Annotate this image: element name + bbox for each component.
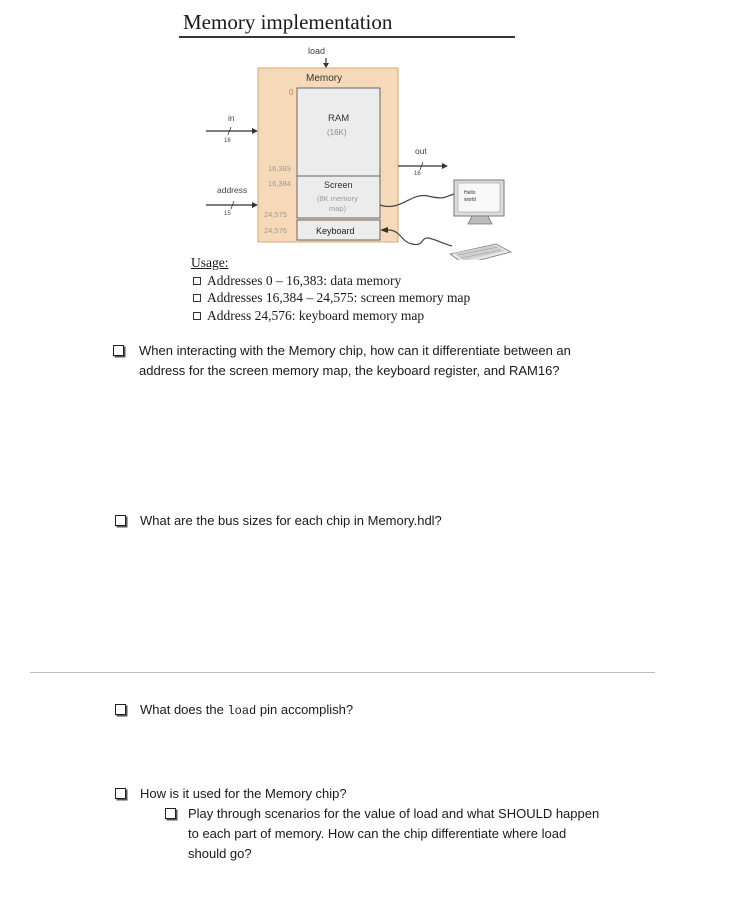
address-16383-label: 16,383 bbox=[268, 164, 291, 173]
load-code: load bbox=[227, 704, 257, 718]
address-24575-label: 24,575 bbox=[264, 210, 287, 219]
question-1: When interacting with the Memory chip, how can it differentiate between an address for the screen memory map, the keyboard register, and RAM16? bbox=[139, 343, 571, 378]
bullet-icon bbox=[193, 277, 201, 285]
address-label: address bbox=[217, 185, 248, 195]
address-width-label: 15 bbox=[224, 211, 231, 217]
ram-size-label: (16K) bbox=[327, 128, 347, 137]
in-label: in bbox=[228, 113, 235, 123]
memory-diagram bbox=[196, 42, 518, 260]
address-16384-label: 16,384 bbox=[268, 179, 291, 188]
monitor-stand bbox=[468, 216, 492, 224]
usage-block bbox=[191, 254, 470, 324]
checkbox-q5[interactable] bbox=[165, 808, 176, 819]
address-zero-label: 0 bbox=[289, 88, 294, 97]
question-2: What are the bus sizes for each chip in Memory.hdl? bbox=[140, 513, 442, 528]
in-width-label: 16 bbox=[224, 138, 231, 144]
question-3: What does the load pin accomplish? bbox=[140, 702, 354, 718]
usage-item: Addresses 0 – 16,383: data memory bbox=[191, 272, 470, 290]
screen-sub-label-2: map) bbox=[329, 204, 347, 213]
checkbox-q2[interactable] bbox=[115, 515, 126, 526]
checkbox-q4[interactable] bbox=[115, 788, 126, 799]
title-divider bbox=[179, 36, 515, 38]
checkbox-q3[interactable] bbox=[115, 704, 126, 715]
question-4: How is it used for the Memory chip? bbox=[140, 786, 347, 801]
memory-label: Memory bbox=[306, 73, 343, 84]
monitor-text-2: world bbox=[464, 197, 476, 203]
horizontal-divider bbox=[30, 672, 655, 673]
screen-sub-label-1: (8K memory bbox=[317, 194, 358, 203]
monitor-text-1: Hello bbox=[464, 190, 476, 196]
usage-heading: Usage: bbox=[191, 255, 229, 270]
bullet-icon bbox=[193, 294, 201, 302]
load-label: load bbox=[308, 46, 326, 56]
keyboard-label: Keyboard bbox=[316, 226, 355, 236]
bullet-icon bbox=[193, 312, 201, 320]
out-width-label: 16 bbox=[414, 171, 421, 177]
checkbox-q1[interactable] bbox=[113, 345, 124, 356]
ram-label: RAM bbox=[328, 113, 350, 124]
out-label: out bbox=[415, 146, 427, 156]
address-24576-label: 24,576 bbox=[264, 226, 287, 235]
question-5: Play through scenarios for the value of load and what SHOULD happen to each part of memory. How can the chip differentiate where load should go? bbox=[188, 806, 600, 861]
screen-label: Screen bbox=[324, 180, 353, 190]
usage-item: Addresses 16,384 – 24,575: screen memory map bbox=[191, 289, 470, 307]
usage-item: Address 24,576: keyboard memory map bbox=[191, 307, 470, 325]
slide-title: Memory implementation bbox=[183, 10, 393, 34]
